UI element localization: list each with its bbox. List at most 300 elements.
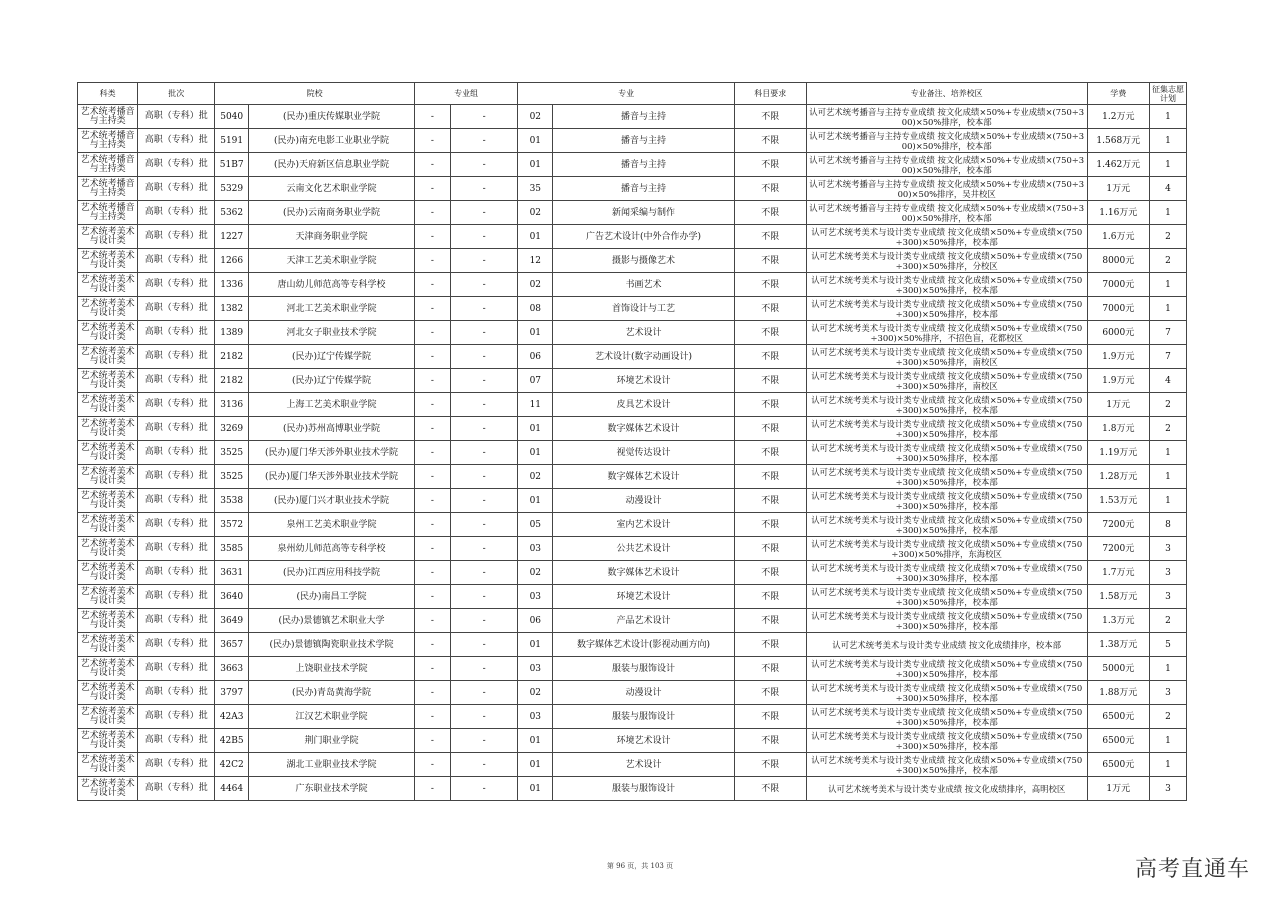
cell-batch: 高职（专科）批 [138,753,215,777]
cell-fee: 1万元 [1087,777,1149,801]
table-row [78,249,1187,273]
table-row [78,489,1187,513]
header-note: 专业备注、培养校区 [806,83,1087,105]
cell-subject: 不限 [734,537,806,561]
cell-subject: 不限 [734,465,806,489]
cell-subject: 不限 [734,393,806,417]
cell-group-2: - [450,609,518,633]
cell-note: 认可艺术统考美术与设计类专业成绩 按文化成绩×50%+专业成绩×(750÷300)×50%排序，校本部 [806,585,1087,609]
cell-note: 认可艺术统考美术与设计类专业成绩 按文化成绩×50%+专业成绩×(750÷300)×50%排序，校本部 [806,657,1087,681]
cell-major-code: 06 [518,345,553,369]
cell-group-2: - [450,657,518,681]
cell-type: 艺术统考美术与设计类 [78,345,138,369]
cell-batch: 高职（专科）批 [138,513,215,537]
cell-group-1: - [414,345,450,369]
table-row [78,753,1187,777]
cell-school: 天津商务职业学院 [249,225,415,249]
cell-school-code: 5040 [215,105,249,129]
cell-school-code: 3538 [215,489,249,513]
cell-batch: 高职（专科）批 [138,681,215,705]
cell-batch: 高职（专科）批 [138,777,215,801]
cell-batch: 高职（专科）批 [138,321,215,345]
page-footer: 第 96 页，共 103 页 [606,862,674,870]
cell-group-2: - [450,585,518,609]
cell-type: 艺术统考美术与设计类 [78,513,138,537]
cell-school: 唐山幼儿师范高等专科学校 [249,273,415,297]
cell-group-2: - [450,393,518,417]
cell-type: 艺术统考美术与设计类 [78,657,138,681]
cell-type: 艺术统考美术与设计类 [78,585,138,609]
cell-major-code: 05 [518,513,553,537]
cell-note: 认可艺术统考播音与主持专业成绩 按文化成绩×50%+专业成绩×(750÷300)×50%排序，校本部 [806,105,1087,129]
cell-major: 播音与主持 [553,153,735,177]
cell-school-code: 3585 [215,537,249,561]
cell-subject: 不限 [734,633,806,657]
cell-group-2: - [450,105,518,129]
cell-major-code: 35 [518,177,553,201]
cell-school-code: 42A3 [215,705,249,729]
cell-batch: 高职（专科）批 [138,633,215,657]
cell-type: 艺术统考美术与设计类 [78,297,138,321]
cell-subject: 不限 [734,201,806,225]
cell-type: 艺术统考播音与主持类 [78,105,138,129]
cell-school-code: 5329 [215,177,249,201]
cell-plan: 1 [1149,465,1186,489]
cell-group-1: - [414,297,450,321]
cell-school: (民办)辽宁传媒学院 [249,345,415,369]
cell-major: 艺术设计 [553,753,735,777]
cell-note: 认可艺术统考播音与主持专业成绩 按文化成绩×50%+专业成绩×(750÷300)×50%排序，校本部 [806,129,1087,153]
cell-school: (民办)苏州高博职业学院 [249,417,415,441]
header-school: 院校 [215,83,415,105]
cell-subject: 不限 [734,273,806,297]
cell-group-1: - [414,369,450,393]
cell-major: 广告艺术设计(中外合作办学) [553,225,735,249]
table-row [78,105,1187,129]
table-row [78,705,1187,729]
cell-fee: 7200元 [1087,513,1149,537]
cell-plan: 2 [1149,249,1186,273]
cell-batch: 高职（专科）批 [138,297,215,321]
table-row [78,417,1187,441]
cell-fee: 1.88万元 [1087,681,1149,705]
cell-major-code: 03 [518,585,553,609]
cell-school-code: 3657 [215,633,249,657]
cell-group-2: - [450,177,518,201]
cell-group-1: - [414,201,450,225]
cell-school-code: 42C2 [215,753,249,777]
cell-type: 艺术统考美术与设计类 [78,465,138,489]
cell-subject: 不限 [734,225,806,249]
cell-plan: 4 [1149,177,1186,201]
cell-fee: 1.7万元 [1087,561,1149,585]
cell-subject: 不限 [734,369,806,393]
cell-school: 河北工艺美术职业学院 [249,297,415,321]
cell-group-2: - [450,489,518,513]
cell-major: 环境艺术设计 [553,729,735,753]
cell-plan: 7 [1149,321,1186,345]
cell-group-2: - [450,705,518,729]
cell-school: (民办)厦门华天涉外职业技术学院 [249,441,415,465]
cell-major: 服装与服饰设计 [553,777,735,801]
cell-major-code: 12 [518,249,553,273]
cell-major-code: 11 [518,393,553,417]
cell-batch: 高职（专科）批 [138,537,215,561]
header-fee: 学费 [1087,83,1149,105]
cell-fee: 1.3万元 [1087,609,1149,633]
cell-fee: 1.568万元 [1087,129,1149,153]
cell-school: (民办)南昌工学院 [249,585,415,609]
cell-major: 公共艺术设计 [553,537,735,561]
cell-fee: 1.53万元 [1087,489,1149,513]
cell-group-1: - [414,177,450,201]
cell-batch: 高职（专科）批 [138,561,215,585]
cell-group-1: - [414,129,450,153]
cell-group-1: - [414,705,450,729]
cell-fee: 1.8万元 [1087,417,1149,441]
table-row [78,537,1187,561]
cell-major: 数字媒体艺术设计 [553,417,735,441]
table-row [78,513,1187,537]
cell-batch: 高职（专科）批 [138,369,215,393]
cell-school: (民办)重庆传媒职业学院 [249,105,415,129]
cell-major-code: 01 [518,777,553,801]
cell-fee: 8000元 [1087,249,1149,273]
header-subject: 科目要求 [734,83,806,105]
cell-school-code: 3136 [215,393,249,417]
cell-subject: 不限 [734,657,806,681]
cell-batch: 高职（专科）批 [138,345,215,369]
cell-fee: 7000元 [1087,297,1149,321]
cell-note: 认可艺术统考美术与设计类专业成绩 按文化成绩×50%+专业成绩×(750÷300)×50%排序，分校区 [806,249,1087,273]
cell-group-1: - [414,753,450,777]
cell-major-code: 01 [518,417,553,441]
cell-school-code: 42B5 [215,729,249,753]
cell-group-1: - [414,657,450,681]
cell-major-code: 01 [518,225,553,249]
cell-note: 认可艺术统考美术与设计类专业成绩 按文化成绩×50%+专业成绩×(750÷300)×50%排序，校本部 [806,609,1087,633]
header-plan: 征集志愿计划 [1149,83,1186,105]
cell-plan: 3 [1149,777,1186,801]
cell-note: 认可艺术统考美术与设计类专业成绩 按文化成绩×50%+专业成绩×(750÷300)×50%排序，校本部 [806,417,1087,441]
cell-plan: 1 [1149,273,1186,297]
cell-note: 认可艺术统考美术与设计类专业成绩 按文化成绩×50%+专业成绩×(750÷300)×50%排序，校本部 [806,297,1087,321]
cell-plan: 4 [1149,369,1186,393]
cell-group-2: - [450,273,518,297]
cell-major-code: 01 [518,129,553,153]
cell-fee: 1万元 [1087,393,1149,417]
header-batch: 批次 [138,83,215,105]
cell-major: 室内艺术设计 [553,513,735,537]
cell-major: 服装与服饰设计 [553,657,735,681]
cell-group-1: - [414,417,450,441]
cell-subject: 不限 [734,177,806,201]
cell-plan: 1 [1149,201,1186,225]
cell-school: (民办)厦门华天涉外职业技术学院 [249,465,415,489]
cell-fee: 1.38万元 [1087,633,1149,657]
cell-plan: 8 [1149,513,1186,537]
header-type: 科类 [78,83,138,105]
cell-school: 江汉艺术职业学院 [249,705,415,729]
cell-group-2: - [450,345,518,369]
cell-batch: 高职（专科）批 [138,105,215,129]
cell-major-code: 02 [518,273,553,297]
cell-school: (民办)天府新区信息职业学院 [249,153,415,177]
cell-major-code: 01 [518,321,553,345]
watermark-logo: 高考直通车 [1134,857,1250,882]
cell-type: 艺术统考美术与设计类 [78,273,138,297]
cell-school-code: 5191 [215,129,249,153]
cell-note: 认可艺术统考美术与设计类专业成绩 按文化成绩×50%+专业成绩×(750÷300)×50%排序，校本部 [806,393,1087,417]
cell-type: 艺术统考播音与主持类 [78,201,138,225]
cell-subject: 不限 [734,753,806,777]
cell-batch: 高职（专科）批 [138,225,215,249]
cell-major: 数字媒体艺术设计 [553,465,735,489]
table-body [78,105,1187,801]
cell-group-2: - [450,753,518,777]
cell-group-2: - [450,153,518,177]
cell-major-code: 01 [518,489,553,513]
cell-plan: 2 [1149,609,1186,633]
cell-type: 艺术统考美术与设计类 [78,537,138,561]
cell-plan: 3 [1149,585,1186,609]
cell-school-code: 5362 [215,201,249,225]
cell-type: 艺术统考美术与设计类 [78,489,138,513]
table-row [78,369,1187,393]
cell-major: 动漫设计 [553,489,735,513]
cell-major-code: 07 [518,369,553,393]
cell-group-2: - [450,777,518,801]
cell-group-1: - [414,633,450,657]
cell-major-code: 03 [518,537,553,561]
cell-fee: 1.9万元 [1087,369,1149,393]
cell-note: 认可艺术统考播音与主持专业成绩 按文化成绩×50%+专业成绩×(750÷300)×50%排序，吴井校区 [806,177,1087,201]
cell-fee: 6500元 [1087,729,1149,753]
cell-type: 艺术统考美术与设计类 [78,225,138,249]
cell-major-code: 01 [518,753,553,777]
cell-school: (民办)青岛黄海学院 [249,681,415,705]
cell-fee: 1.2万元 [1087,105,1149,129]
cell-major: 环境艺术设计 [553,585,735,609]
cell-plan: 1 [1149,753,1186,777]
cell-school: (民办)辽宁传媒学院 [249,369,415,393]
cell-school: (民办)厦门兴才职业技术学院 [249,489,415,513]
table-row [78,393,1187,417]
cell-major: 书画艺术 [553,273,735,297]
cell-note: 认可艺术统考美术与设计类专业成绩 按文化成绩×50%+专业成绩×(750÷300)×50%排序，校本部 [806,273,1087,297]
cell-group-1: - [414,561,450,585]
cell-group-2: - [450,297,518,321]
cell-type: 艺术统考美术与设计类 [78,321,138,345]
cell-note: 认可艺术统考美术与设计类专业成绩 按文化成绩×50%+专业成绩×(750÷300)×50%排序，校本部 [806,465,1087,489]
cell-batch: 高职（专科）批 [138,249,215,273]
cell-subject: 不限 [734,513,806,537]
cell-group-1: - [414,321,450,345]
cell-major: 动漫设计 [553,681,735,705]
table-row [78,777,1187,801]
cell-fee: 1万元 [1087,177,1149,201]
cell-note: 认可艺术统考美术与设计类专业成绩 按文化成绩排序，高明校区 [806,777,1087,801]
cell-fee: 1.462万元 [1087,153,1149,177]
cell-school: 云南文化艺术职业学院 [249,177,415,201]
cell-type: 艺术统考播音与主持类 [78,177,138,201]
cell-major-code: 01 [518,729,553,753]
cell-group-2: - [450,729,518,753]
cell-school: (民办)云南商务职业学院 [249,201,415,225]
cell-note: 认可艺术统考美术与设计类专业成绩 按文化成绩×50%+专业成绩×(750÷300)×50%排序，南校区 [806,369,1087,393]
cell-major: 艺术设计 [553,321,735,345]
cell-school-code: 3269 [215,417,249,441]
cell-major: 艺术设计(数字动画设计) [553,345,735,369]
cell-plan: 1 [1149,441,1186,465]
cell-fee: 1.28万元 [1087,465,1149,489]
cell-fee: 1.58万元 [1087,585,1149,609]
header-group: 专业组 [414,83,518,105]
cell-major-code: 08 [518,297,553,321]
cell-subject: 不限 [734,705,806,729]
cell-group-1: - [414,105,450,129]
cell-group-1: - [414,153,450,177]
cell-major: 服装与服饰设计 [553,705,735,729]
cell-note: 认可艺术统考美术与设计类专业成绩 按文化成绩排序，校本部 [806,633,1087,657]
cell-group-2: - [450,441,518,465]
cell-group-2: - [450,201,518,225]
cell-subject: 不限 [734,681,806,705]
cell-school: (民办)南充电影工业职业学院 [249,129,415,153]
table-row [78,177,1187,201]
cell-fee: 1.19万元 [1087,441,1149,465]
cell-group-2: - [450,513,518,537]
cell-major: 视觉传达设计 [553,441,735,465]
cell-school-code: 1227 [215,225,249,249]
cell-major: 数字媒体艺术设计(影视动画方向) [553,633,735,657]
cell-group-1: - [414,441,450,465]
cell-note: 认可艺术统考播音与主持专业成绩 按文化成绩×50%+专业成绩×(750÷300)×50%排序，校本部 [806,153,1087,177]
cell-type: 艺术统考美术与设计类 [78,753,138,777]
cell-note: 认可艺术统考播音与主持专业成绩 按文化成绩×50%+专业成绩×(750÷300)×50%排序，校本部 [806,201,1087,225]
cell-subject: 不限 [734,105,806,129]
cell-major: 摄影与摄像艺术 [553,249,735,273]
cell-batch: 高职（专科）批 [138,609,215,633]
cell-subject: 不限 [734,321,806,345]
cell-plan: 2 [1149,417,1186,441]
cell-batch: 高职（专科）批 [138,705,215,729]
cell-fee: 6500元 [1087,753,1149,777]
cell-note: 认可艺术统考美术与设计类专业成绩 按文化成绩×50%+专业成绩×(750÷300)×50%排序，校本部 [806,753,1087,777]
cell-plan: 1 [1149,129,1186,153]
cell-group-2: - [450,681,518,705]
cell-fee: 7000元 [1087,273,1149,297]
cell-school-code: 51B7 [215,153,249,177]
cell-type: 艺术统考美术与设计类 [78,681,138,705]
cell-school-code: 2182 [215,345,249,369]
cell-major-code: 02 [518,465,553,489]
cell-fee: 6500元 [1087,705,1149,729]
cell-group-1: - [414,489,450,513]
cell-type: 艺术统考美术与设计类 [78,561,138,585]
cell-major-code: 02 [518,201,553,225]
cell-school: 广东职业技术学院 [249,777,415,801]
cell-note: 认可艺术统考美术与设计类专业成绩 按文化成绩×50%+专业成绩×(750÷300)×50%排序，校本部 [806,729,1087,753]
cell-note: 认可艺术统考美术与设计类专业成绩 按文化成绩×70%+专业成绩×(750÷300)×30%排序，校本部 [806,561,1087,585]
table-row [78,225,1187,249]
cell-batch: 高职（专科）批 [138,153,215,177]
admission-table [77,82,1187,801]
cell-note: 认可艺术统考美术与设计类专业成绩 按文化成绩×50%+专业成绩×(750÷300)×50%排序，校本部 [806,225,1087,249]
cell-major-code: 03 [518,657,553,681]
cell-plan: 3 [1149,681,1186,705]
table-row [78,321,1187,345]
cell-plan: 1 [1149,105,1186,129]
table-row [78,657,1187,681]
cell-school-code: 3640 [215,585,249,609]
cell-major-code: 06 [518,609,553,633]
cell-fee: 1.16万元 [1087,201,1149,225]
cell-school: (民办)景德镇艺术职业大学 [249,609,415,633]
cell-plan: 1 [1149,153,1186,177]
cell-plan: 7 [1149,345,1186,369]
cell-group-1: - [414,393,450,417]
cell-batch: 高职（专科）批 [138,201,215,225]
cell-plan: 1 [1149,489,1186,513]
cell-school: 荆门职业学院 [249,729,415,753]
cell-subject: 不限 [734,297,806,321]
cell-school-code: 3525 [215,465,249,489]
cell-group-2: - [450,369,518,393]
table-row [78,273,1187,297]
cell-group-2: - [450,321,518,345]
cell-subject: 不限 [734,345,806,369]
cell-group-2: - [450,249,518,273]
cell-note: 认可艺术统考美术与设计类专业成绩 按文化成绩×50%+专业成绩×(750÷300)×50%排序，校本部 [806,513,1087,537]
table-row [78,345,1187,369]
cell-batch: 高职（专科）批 [138,441,215,465]
cell-school: 上饶职业技术学院 [249,657,415,681]
cell-subject: 不限 [734,561,806,585]
cell-school: (民办)景德镇陶瓷职业技术学院 [249,633,415,657]
cell-type: 艺术统考美术与设计类 [78,249,138,273]
cell-note: 认可艺术统考美术与设计类专业成绩 按文化成绩×50%+专业成绩×(750÷300)×50%排序，东海校区 [806,537,1087,561]
table-row [78,465,1187,489]
cell-group-2: - [450,537,518,561]
cell-group-1: - [414,681,450,705]
cell-plan: 2 [1149,225,1186,249]
cell-school: 天津工艺美术职业学院 [249,249,415,273]
cell-group-1: - [414,537,450,561]
cell-major-code: 02 [518,561,553,585]
cell-school: 河北女子职业技术学院 [249,321,415,345]
cell-type: 艺术统考美术与设计类 [78,729,138,753]
cell-subject: 不限 [734,417,806,441]
cell-batch: 高职（专科）批 [138,393,215,417]
cell-subject: 不限 [734,441,806,465]
cell-group-2: - [450,465,518,489]
cell-school-code: 3663 [215,657,249,681]
cell-school-code: 3649 [215,609,249,633]
cell-type: 艺术统考美术与设计类 [78,441,138,465]
cell-note: 认可艺术统考美术与设计类专业成绩 按文化成绩×50%+专业成绩×(750÷300)×50%排序，校本部 [806,681,1087,705]
cell-major: 皮具艺术设计 [553,393,735,417]
cell-plan: 3 [1149,561,1186,585]
cell-batch: 高职（专科）批 [138,585,215,609]
cell-batch: 高职（专科）批 [138,129,215,153]
cell-major-code: 01 [518,153,553,177]
cell-type: 艺术统考美术与设计类 [78,705,138,729]
cell-group-2: - [450,561,518,585]
cell-subject: 不限 [734,609,806,633]
table-row [78,201,1187,225]
cell-fee: 1.6万元 [1087,225,1149,249]
